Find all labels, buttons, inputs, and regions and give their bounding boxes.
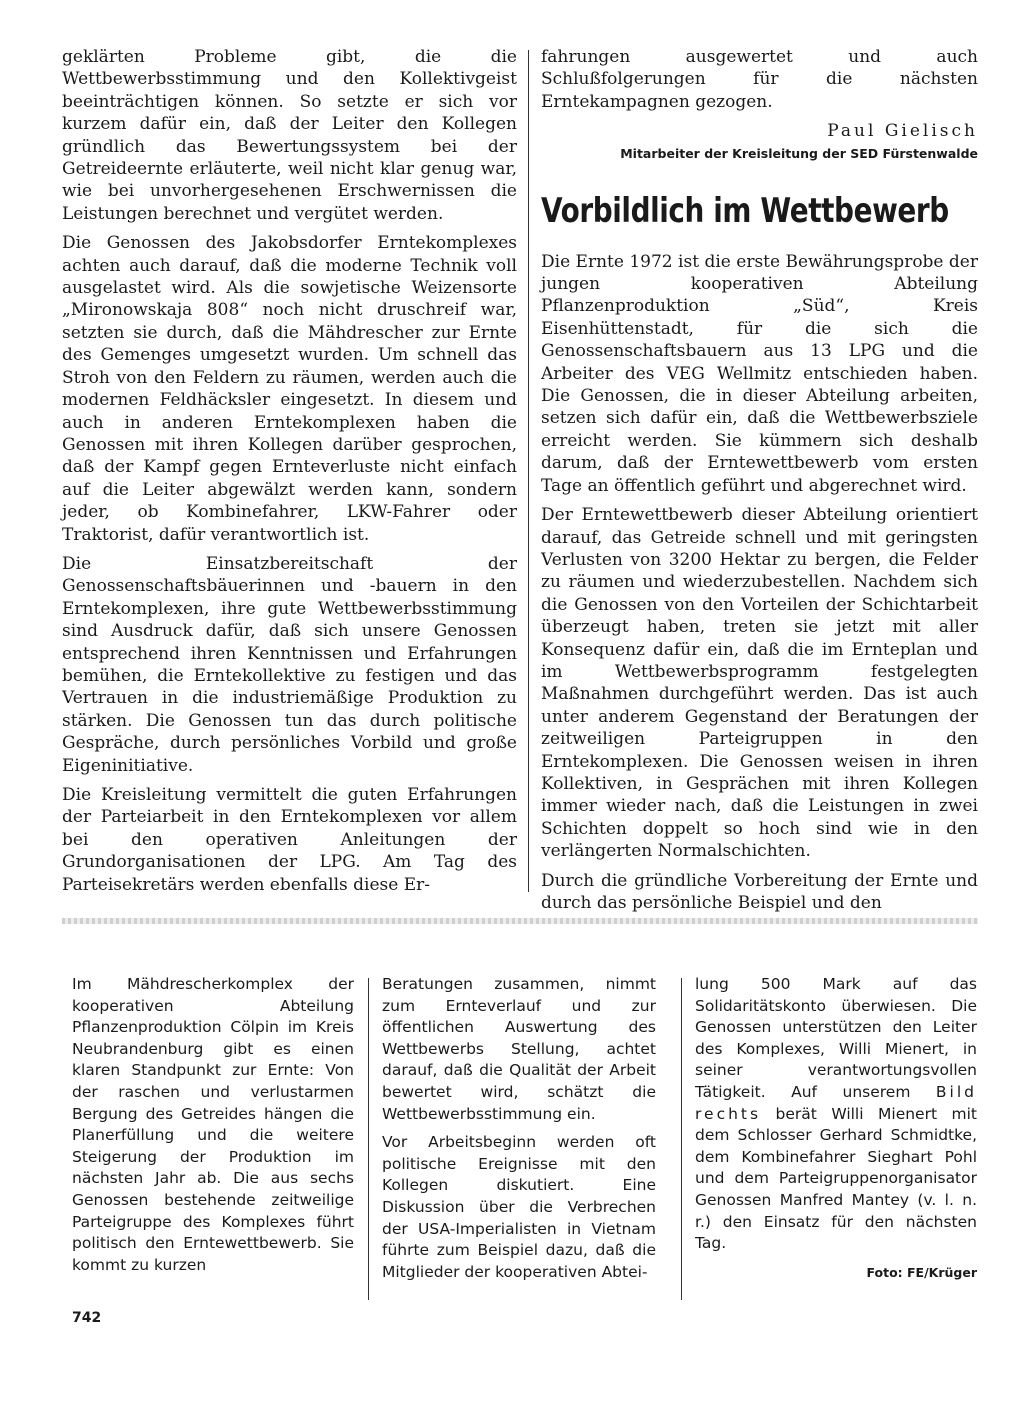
paragraph: Die Ernte 1972 ist die erste Bewährungsprobe der jungen kooperativen Abteilung Pflanzenproduktion „Süd“, Kreis Eisenhüttenstadt, für die sich die Genossenschaftsbauern aus 13 LPG und die Arbeiter des VEG Wellmitz entschieden haben. Die Genossen, die in dieser Abteilung arbeiten, setzen sich dafür ein, daß die Wettbewerbsziele erreicht werden. Sie kümmern sich deshalb darum, daß der Erntewettbewerb vom ersten Tage an öffentlich geführt und abgerechnet wird. [541, 251, 978, 496]
article-headline: Vorbildlich im Wettbewerb [541, 190, 949, 231]
paragraph: Beratungen zusammen, nimmt zum Ernteverlauf und zur öffentlichen Auswertung des Wettbewerbs Stellung, achtet darauf, daß die Qualität der Arbeit bewertet wird, schätzt die Wettbewerbsstimmung ein. [382, 975, 656, 1123]
author-name: Paul Gielisch [827, 121, 978, 142]
column-divider [681, 978, 682, 1300]
image-reference: Bild rechts [695, 1082, 977, 1123]
paragraph: Der Erntewettbewerb dieser Abteilung orientiert darauf, das Getreide schnell und mit geringsten Verlusten von 3200 Hektar zu bergen, die Felder zu räumen und wiederzubestellen. Nachdem sich die Genossen von den Vorteilen der Schichtarbeit überzeugt haben, treten sie jetzt mit aller Konsequenz dafür ein, daß die im Ernteplan und im Wettbewerbsprogramm festgelegten Maßnahmen durchgeführt werden. Das ist auch unter anderem Gegenstand der Beratungen der zeitweiligen Parteigruppen in den Erntekomplexen. Die Genossen weisen in ihren Kollektiven, in Gesprächen mit ihren Kollegen immer wieder nach, daß die Leistungen in zwei Schichten doppelt so hoch sind wie in den verlängerten Normalschichten. [541, 505, 978, 862]
paragraph: Durch die gründliche Vorbereitung der Ernte und durch das persönliche Beispiel und den [541, 870, 978, 913]
paragraph [695, 974, 977, 1255]
paragraph: geklärten Probleme gibt, die die Wettbewerbsstimmung und den Kollektivgeist beeinträchtigen können. So setzte er sich vor kurzem dafür ein, daß der Leiter den Kollegen gründlich das Bewertungssystem bei der Getreideernte erläuterte, weil nicht klar genug war, wie bei unvorhergesehenen Erschwernissen die Leistungen berechnet und vergütet werden. [62, 47, 517, 224]
page-number: 742 [72, 1310, 102, 1326]
column-divider [368, 978, 369, 1300]
text-run: berät Willi Mienert mit dem Schlosser Gerhard Schmidtke, dem Kombinefahrer Sieghart Pohl und dem Parteigruppenorganisator Genossen Manfred Mantey (v. l. n. r.) den Einsatz für den nächsten Tag. [695, 1104, 977, 1253]
paragraph: Die Einsatzbereitschaft der Genossenschaftsbäuerinnen und -bauern in den Erntekomplexen, ihre gute Wettbewerbsstimmung sind Ausdruck dafür, daß sich unsere Genossen entsprechend ihren Kenntnissen und Erfahrungen bemühen, die Erntekollektive zu festigen und das Vertrauen in die industriemäßige Produktion zu stärken. Die Genossen tun das durch politische Gespräche, durch persönliches Vorbild und große Eigeninitiative. [62, 553, 517, 776]
paragraph: Vor Arbeitsbeginn werden oft politische Ereignisse mit den Kollegen diskutiert. Eine Diskussion über die Verbrechen der USA-Imperialisten in Vietnam führte zum Beispiel dazu, daß die Mitglieder der kooperativen Abtei- [382, 1133, 656, 1281]
bottom-column-2 [382, 974, 656, 1290]
paragraph: Die Kreisleitung vermittelt die guten Erfahrungen der Parteiarbeit in den Erntekomplexen vor allem bei den operativen Anleitungen der Grundorganisationen der LPG. Am Tag des Parteisekretärs werden ebenfalls diese Er- [62, 785, 517, 895]
bottom-column-3 [695, 974, 977, 1283]
photo-credit: Foto: FE/Krüger [866, 1264, 977, 1280]
top-right-column [541, 46, 978, 921]
author-role: Mitarbeiter der Kreisleitung der SED Fürstenwalde [620, 145, 978, 161]
section-divider [62, 918, 978, 924]
paragraph: Die Genossen des Jakobsdorfer Erntekomplexes achten auch darauf, daß die moderne Technik voll ausgelastet wird. Als die sowjetische Weizensorte „Mironowskaja 808“ noch nicht druschreif war, setzten sie durch, daß die Mähdrescher zur Ernte des Gemenges umgesetzt wurden. Um schnell das Stroh von den Feldern zu räumen, werden auch die modernen Feldhäcksler eingesetzt. In diesem und auch in anderen Erntekomplexen haben die Genossen mit ihren Kollegen darüber gesprochen, daß der Kampf gegen Ernteverluste nicht einfach auf die Leiter abgewälzt werden kann, sondern jeder, ob Kombinefahrer, LKW-Fahrer oder Traktorist, dafür verantwortlich ist. [62, 233, 517, 545]
text-run: lung 500 Mark auf das Solidaritätskonto überwiesen. Die Genossen unterstützen den Leiter des Komplexes, Willi Mienert, in seiner verantwortungsvollen Tätigkeit. Auf unserem [695, 975, 977, 1101]
top-left-column [62, 46, 517, 903]
paragraph: fahrungen ausgewertet und auch Schlußfolgerungen für die nächsten Erntekampagnen gezogen. [541, 47, 978, 112]
paragraph: Im Mähdrescherkomplex der kooperativen Abteilung Pflanzenproduktion Cölpin im Kreis Neubrandenburg gibt es einen klaren Standpunkt zur Ernte: Von der raschen und verlustarmen Bergung des Getreides hängen die Planerfüllung und die weitere Steigerung der Produktion im nächsten Jahr ab. Die aus sechs Genossen bestehende zeitweilige Parteigruppe des Komplexes führt politisch den Erntewettbewerb. Sie kommt zu kurzen [72, 975, 354, 1274]
column-divider [528, 50, 529, 892]
bottom-column-1 [72, 974, 354, 1283]
